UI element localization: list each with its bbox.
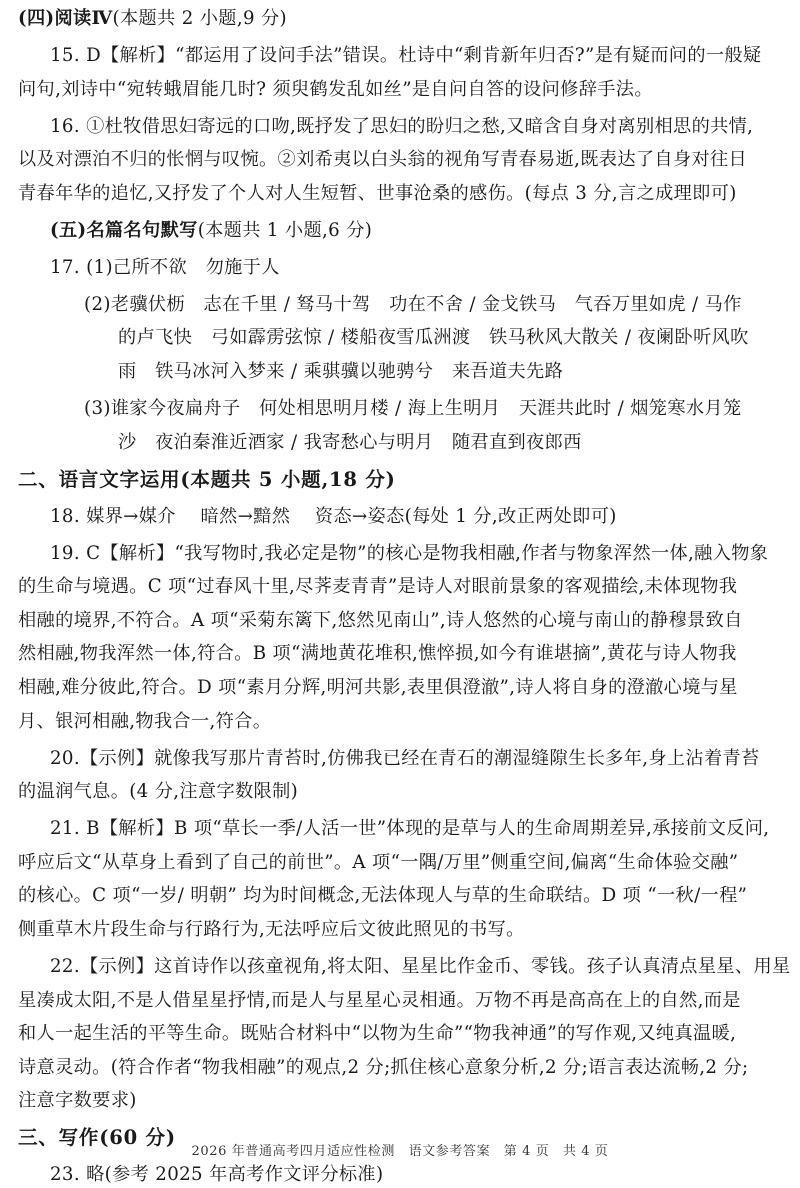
section-5-heading [50,218,786,244]
q22-line-1: 22.【示例】这首诗作以孩童视角,将太阳、星星比作金币、零钱。孩子认真清点星星、用星 [50,956,791,977]
q21-line-1: 21. B【解析】B 项“草长一季/人活一世”体现的是草与人的生命周期差异,承接前文反问, [50,818,770,839]
q17-part-3-line-1: (3)谁家今夜扁舟子 何处相思明月楼 / 海上生明月 天涯共此时 / 烟笼寒水月笼 [84,398,742,419]
q20-line-1: 20.【示例】就像我写那片青苔时,仿佛我已经在青石的潮湿缝隙生长多年,身上沾着青苔 [50,748,760,769]
q17-part-1: 17. (1)己所不欲 勿施于人 [50,257,280,278]
q15-line-2: 问句,刘诗中“宛转蛾眉能几时? 须臾鹤发乱如丝”是自问自答的设问修辞手法。 [18,79,653,100]
q22-line-2: 星凑成太阳,不是人借星星抒情,而是人与星星心灵相通。万物不再是高高在上的自然,而是 [18,990,741,1011]
q19-line-4: 然相融,物我浑然一体,符合。B 项“满地黄花堆积,憔悴损,如今有谁堪摘”,黄花与诗人物我 [18,643,737,664]
q21-line-2: 呼应后文“从草身上看到了自己的前世”。A 项“一隅/万里”侧重空间,偏离“生命体验交融” [18,852,739,873]
q16-line-2: 以及对漂泊不归的怅惘与叹惋。②刘希夷以白头翁的视角写青春易逝,既表达了自身对往日 [18,149,748,170]
part-2-heading: 二、语言文字运用(本题共 5 小题,18 分) [18,468,396,491]
q21-line-4: 侧重草木片段生命与行路行为,无法呼应后文彼此照见的书写。 [18,919,525,940]
q17-part-3-line-2: 沙 夜泊秦淮近酒家 / 我寄愁心与明月 随君直到夜郎西 [118,432,582,453]
q20-line-2: 的温润气息。(4 分,注意字数限制) [18,781,299,802]
q22-line-5: 注意字数要求) [18,1090,137,1111]
q23-line: 23. 略(参考 2025 年高考作文评分标准) [50,1164,384,1185]
q18-line: 18. 媒界→媒介 暗然→黯然 资态→姿态(每处 1 分,改正两处即可) [50,506,617,527]
q17-part-2-line-3: 雨 铁马冰河入梦来 / 乘骐骥以驰骋兮 来吾道夫先路 [118,361,564,382]
q19-line-6: 月、银河相融,物我合一,符合。 [18,711,272,732]
q16-line-3: 青春年华的追忆,又抒发了个人对人生短暂、世事沧桑的感伤。(每点 3 分,言之成理即可) [18,183,737,204]
q19-line-5: 相融,难分彼此,符合。D 项“素月分辉,明河共影,表里俱澄澈”,诗人将自身的澄澈心境与星 [18,677,738,698]
page-footer: 2026 年普通高考四月适应性检测 语文参考答案 第 4 页 共 4 页 [191,1144,609,1159]
section-4-note: (本题共 2 小题,9 分) [112,8,287,29]
q22-line-4: 诗意灵动。(符合作者“物我相融”的观点,2 分;抓住核心意象分析,2 分;语言表达流畅,2 分; [18,1057,749,1078]
section-4-heading [18,6,786,32]
q17-part-2-line-2: 的卢飞快 弓如霹雳弦惊 / 楼船夜雪瓜洲渡 铁马秋风大散关 / 夜阑卧听风吹 [118,327,749,348]
q19-line-1: 19. C【解析】“我写物时,我必定是物”的核心是物我相融,作者与物象浑然一体,融入物象 [50,543,769,564]
q22-line-3: 和人一起生活的平等生命。既贴合材料中“以物为生命”“物我神通”的写作观,又纯真温暖, [18,1023,737,1044]
q21-line-3: 的核心。C 项“一岁/ 明朝” 均为时间概念,无法体现人与草的生命联结。D 项 “一秋/一程” [18,885,748,906]
part-3-heading: 三、写作(60 分) [18,1126,176,1149]
section-4-title: (四)阅读Ⅳ [18,8,113,29]
q17-part-2-line-1: (2)老骥伏枥 志在千里 / 驽马十驾 功在不舍 / 金戈铁马 气吞万里如虎 / 马作 [84,294,742,315]
q19-line-2: 的生命与境遇。C 项“过春风十里,尽荠麦青青”是诗人对眼前景象的客观描绘,未体现物我 [18,576,738,597]
q19-line-3: 相融的境界,不符合。A 项“采菊东篱下,悠然见南山”,诗人悠然的心境与南山的静穆景致自 [18,610,743,631]
q15-line-1: 15. D【解析】“都运用了设问手法”错误。杜诗中“剩肯新年归否?”是有疑而问的一般疑 [50,45,762,66]
section-5-note: (本题共 1 小题,6 分) [197,220,373,241]
q16-line-1: 16. ①杜牧借思妇寄远的口吻,既抒发了思妇的盼归之愁,又暗含自身对离别相思的共情, [50,116,754,137]
section-5-title: (五)名篇名句默写 [50,220,198,241]
